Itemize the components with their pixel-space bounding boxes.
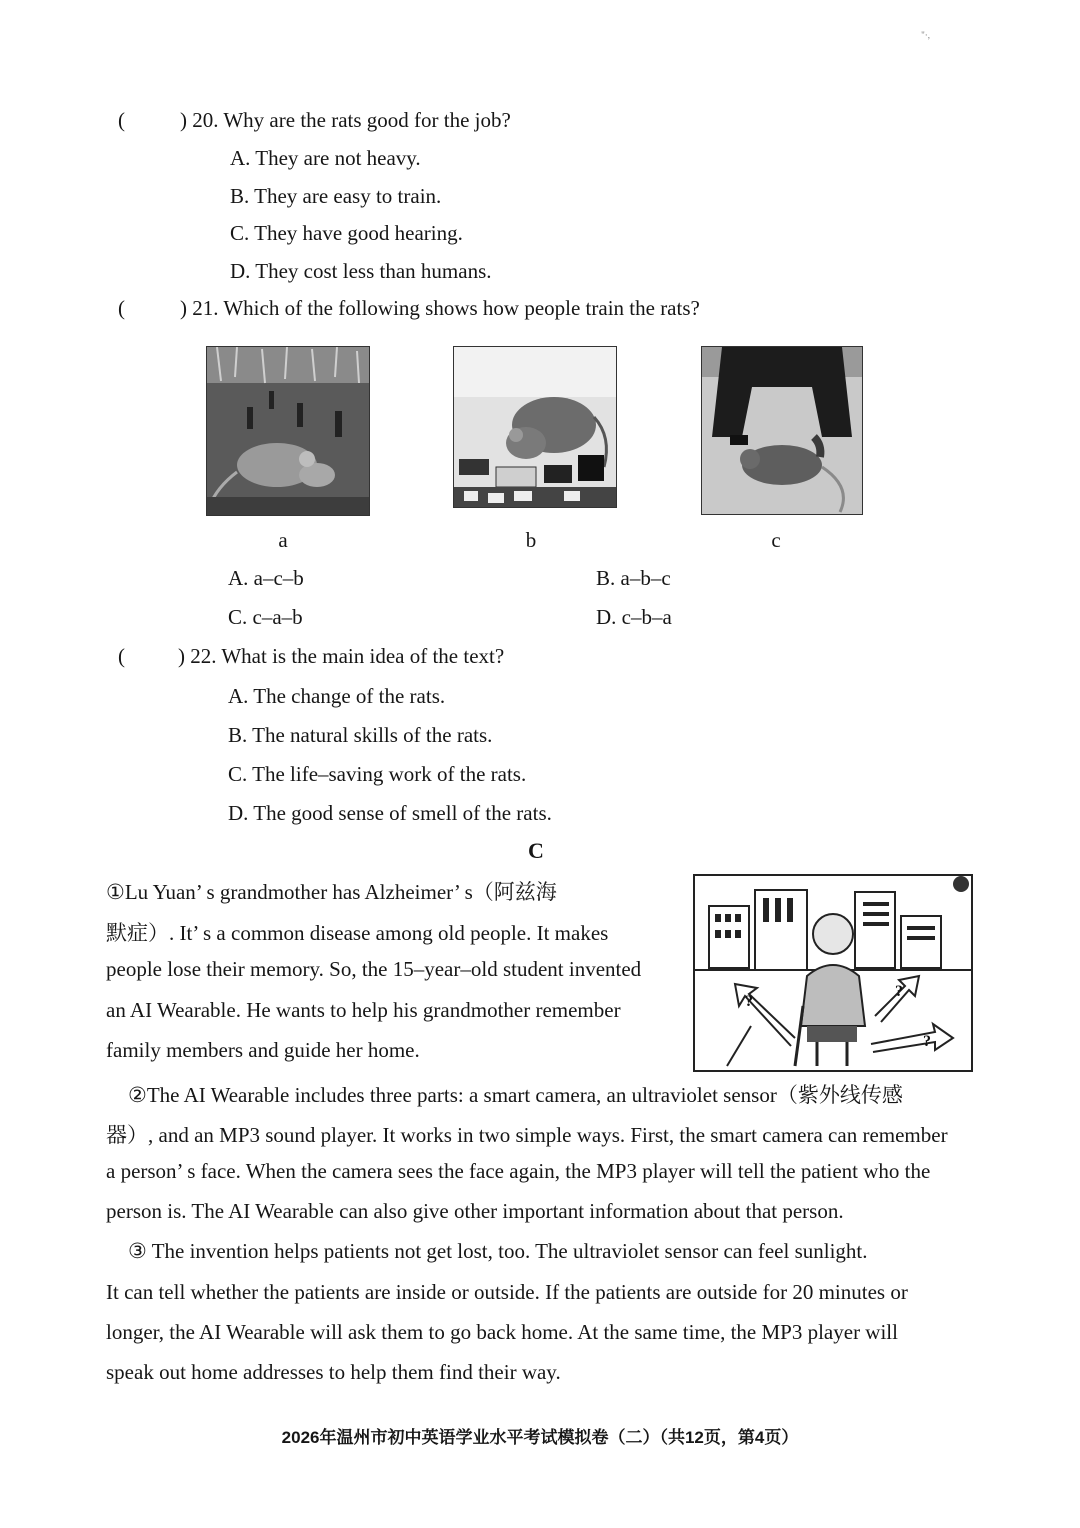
answer-paren[interactable]: (: [118, 296, 125, 320]
picture-label-c: c: [771, 528, 781, 552]
paragraph-line: family members and guide her home.: [106, 1038, 420, 1062]
question-stem: ) 21. Which of the following shows how people train the rats?: [180, 296, 700, 320]
option-b: B. They are easy to train.: [230, 184, 442, 208]
question-stem: ) 22. What is the main idea of the text?: [178, 644, 505, 668]
paragraph-line: 器）, and an MP3 sound player. It works in two simple ways. First, the smart camera can remember: [106, 1123, 948, 1147]
paragraph-line: people lose their memory. So, the 15–year–old student invented: [106, 957, 642, 981]
paragraph-line: speak out home addresses to help them find their way.: [106, 1360, 561, 1384]
answer-paren[interactable]: (: [118, 644, 125, 668]
svg-text:?: ?: [745, 993, 753, 1010]
svg-text:?: ?: [923, 1033, 931, 1050]
option-b: B. a–b–c: [596, 566, 671, 590]
option-d: D. The good sense of smell of the rats.: [228, 801, 552, 825]
option-a: A. They are not heavy.: [230, 146, 421, 170]
corner-mark: "·,: [921, 30, 930, 40]
picture-label-b: b: [525, 528, 537, 552]
picture-a-rat-in-field: [206, 346, 370, 516]
option-d: D. c–b–a: [596, 605, 672, 629]
option-a: A. The change of the rats.: [228, 684, 446, 708]
paragraph-line: person is. The AI Wearable can also give other important information about that person.: [106, 1199, 844, 1223]
page-footer: 2026年温州市初中英语学业水平考试模拟卷（二）（共12页，第4页）: [281, 1428, 799, 1447]
section-title: C: [528, 838, 544, 863]
paragraph-line: ②The AI Wearable includes three parts: a smart camera, an ultraviolet sensor（紫外线传感: [128, 1083, 903, 1107]
paragraph-line: 默症）. It’ s a common disease among old people. It makes: [106, 921, 609, 945]
paragraph-line: a person’ s face. When the camera sees the face again, the MP3 player will tell the patient who the: [106, 1159, 931, 1183]
picture-c-person-with-rat: [701, 346, 863, 515]
question-stem: ) 20. Why are the rats good for the job?: [180, 108, 511, 132]
svg-text:?: ?: [895, 983, 903, 1000]
paragraph-line: an AI Wearable. He wants to help his grandmother remember: [106, 998, 621, 1022]
paragraph-line: ③ The invention helps patients not get lost, too. The ultraviolet sensor can feel sunlight.: [128, 1239, 868, 1263]
grandmother-illustration: [693, 874, 973, 1072]
answer-paren[interactable]: (: [118, 108, 125, 132]
option-c: C. c–a–b: [228, 605, 303, 629]
option-c: C. The life–saving work of the rats.: [228, 762, 527, 786]
paragraph-line: It can tell whether the patients are inside or outside. If the patients are outside for 20 minutes or: [106, 1280, 908, 1304]
option-b: B. The natural skills of the rats.: [228, 723, 493, 747]
option-a: A. a–c–b: [228, 566, 304, 590]
picture-label-a: a: [278, 528, 288, 552]
option-c: C. They have good hearing.: [230, 221, 463, 245]
paragraph-line: longer, the AI Wearable will ask them to go back home. At the same time, the MP3 player will: [106, 1320, 898, 1344]
option-d: D. They cost less than humans.: [230, 259, 492, 283]
picture-b-rat-on-objects: [453, 346, 617, 508]
paragraph-line: ①Lu Yuan’ s grandmother has Alzheimer’ s（阿兹海: [106, 880, 557, 904]
